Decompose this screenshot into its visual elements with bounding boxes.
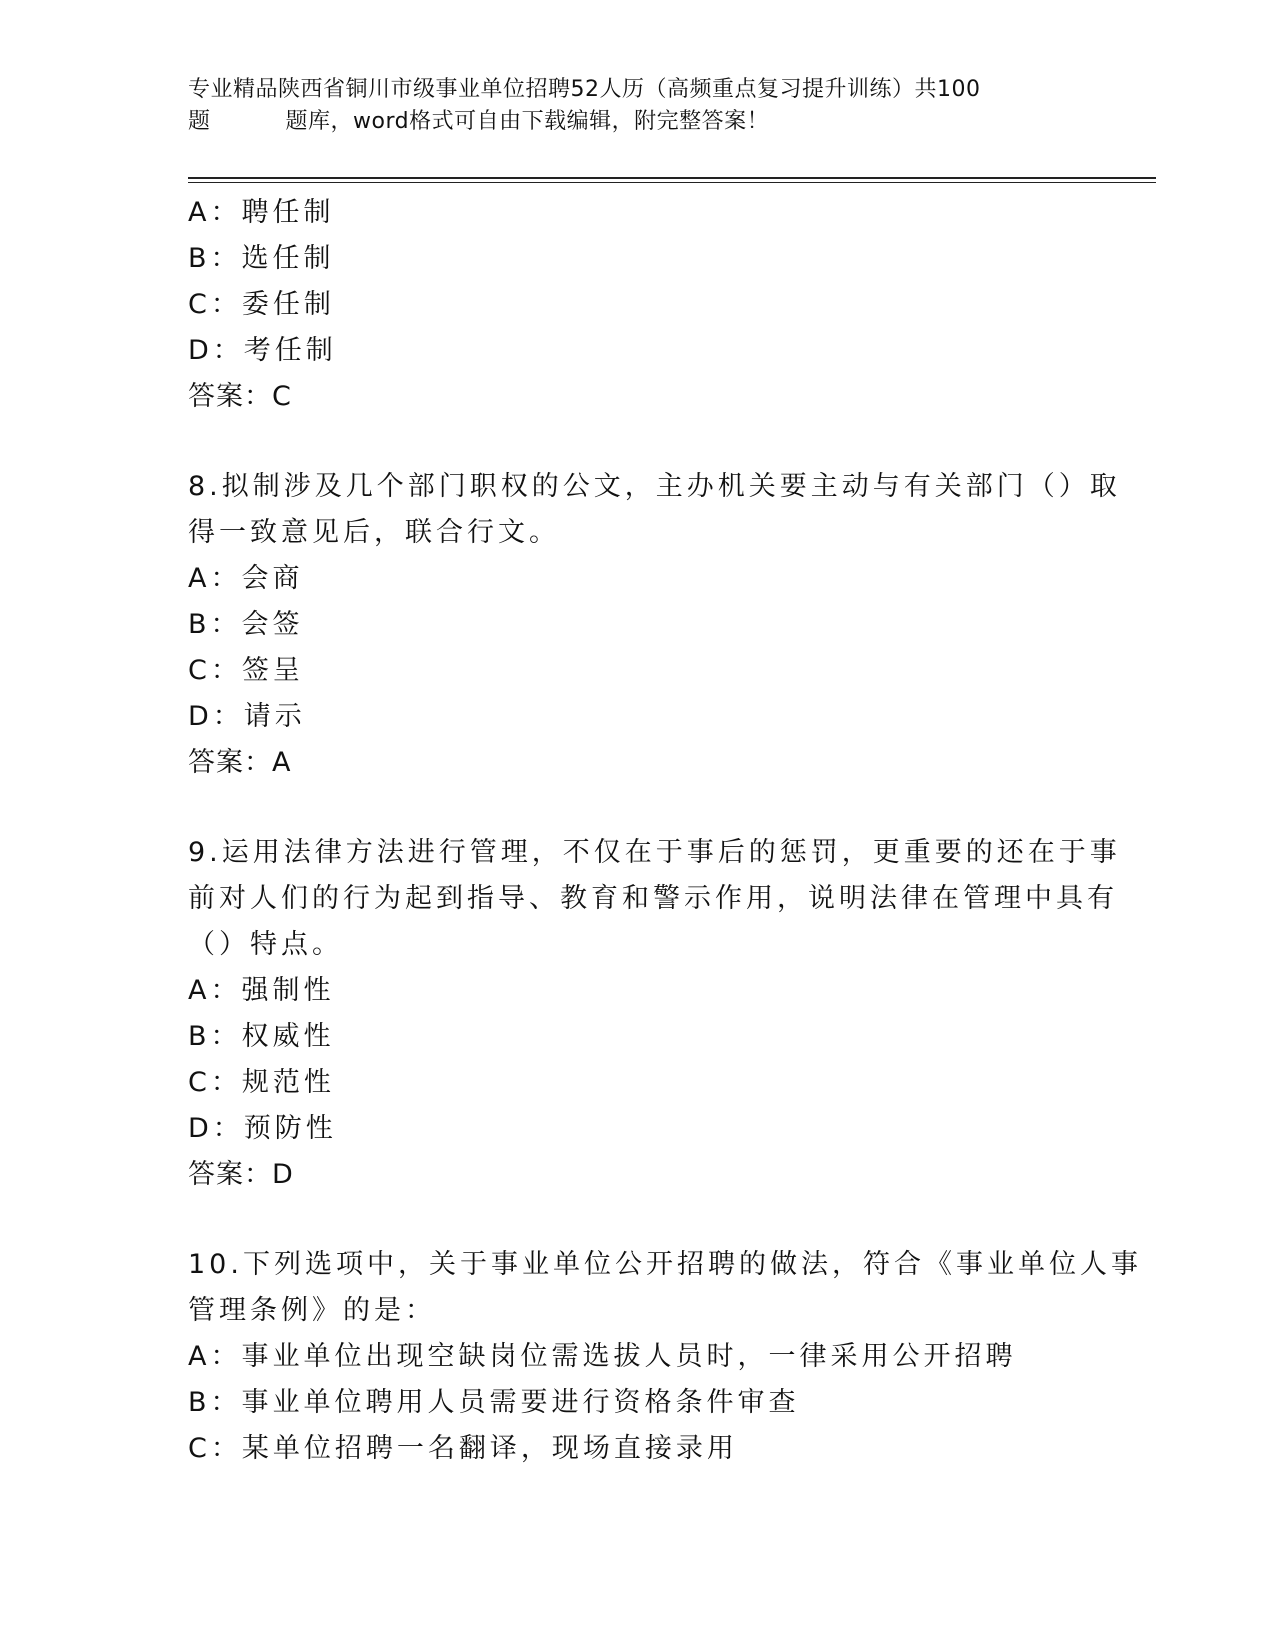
option-c: C：某单位招聘一名翻译，现场直接录用 xyxy=(188,1433,738,1464)
answer: 答案：D xyxy=(188,1159,294,1190)
option-a: A：事业单位出现空缺岗位需选拔人员时，一律采用公开招聘 xyxy=(188,1341,1017,1372)
question-stem-line: 前对人们的行为起到指导、教育和警示作用，说明法律在管理中具有 xyxy=(188,883,1118,914)
option-d: D：考任制 xyxy=(188,335,337,366)
option-d: D：请示 xyxy=(188,701,306,732)
option-a: A：会商 xyxy=(188,563,304,594)
answer: 答案：A xyxy=(188,747,292,778)
option-a: A：聘任制 xyxy=(188,197,335,228)
question-8 xyxy=(188,464,1121,786)
question-stem-line: 8.拟制涉及几个部门职权的公文，主办机关要主动与有关部门（）取 xyxy=(188,471,1121,502)
header-divider-thick xyxy=(188,177,1156,179)
option-b: B：事业单位聘用人员需要进行资格条件审查 xyxy=(188,1387,800,1418)
question-stem-line: （）特点。 xyxy=(188,929,343,960)
option-b: B：权威性 xyxy=(188,1021,335,1052)
option-d: D：预防性 xyxy=(188,1113,337,1144)
header-title-line2: 题库，word格式可自由下载编辑，附完整答案！ xyxy=(285,109,770,134)
header-title-line2-start: 题 xyxy=(188,109,211,134)
question-7 xyxy=(188,190,1088,420)
option-c: C：签呈 xyxy=(188,655,304,686)
header-title-line1: 专业精品陕西省铜川市级事业单位招聘52人历（高频重点复习提升训练）共100 xyxy=(188,77,981,102)
question-stem-line: 得一致意见后，联合行文。 xyxy=(188,517,560,548)
option-b: B：会签 xyxy=(188,609,304,640)
option-c: C：规范性 xyxy=(188,1067,335,1098)
question-list xyxy=(188,190,1142,1472)
option-b: B：选任制 xyxy=(188,243,335,274)
question-stem-line: 9.运用法律方法进行管理，不仅在于事后的惩罚，更重要的还在于事 xyxy=(188,837,1121,868)
option-c: C：委任制 xyxy=(188,289,335,320)
question-stem-line: 管理条例》的是： xyxy=(188,1295,436,1326)
header-divider-thin xyxy=(188,182,1156,183)
document-header xyxy=(188,74,1068,138)
option-a: A：强制性 xyxy=(188,975,335,1006)
question-stem-line: 10.下列选项中，关于事业单位公开招聘的做法，符合《事业单位人事 xyxy=(188,1249,1142,1280)
question-9 xyxy=(188,830,1121,1198)
answer: 答案：C xyxy=(188,381,292,412)
question-10 xyxy=(188,1242,1142,1472)
